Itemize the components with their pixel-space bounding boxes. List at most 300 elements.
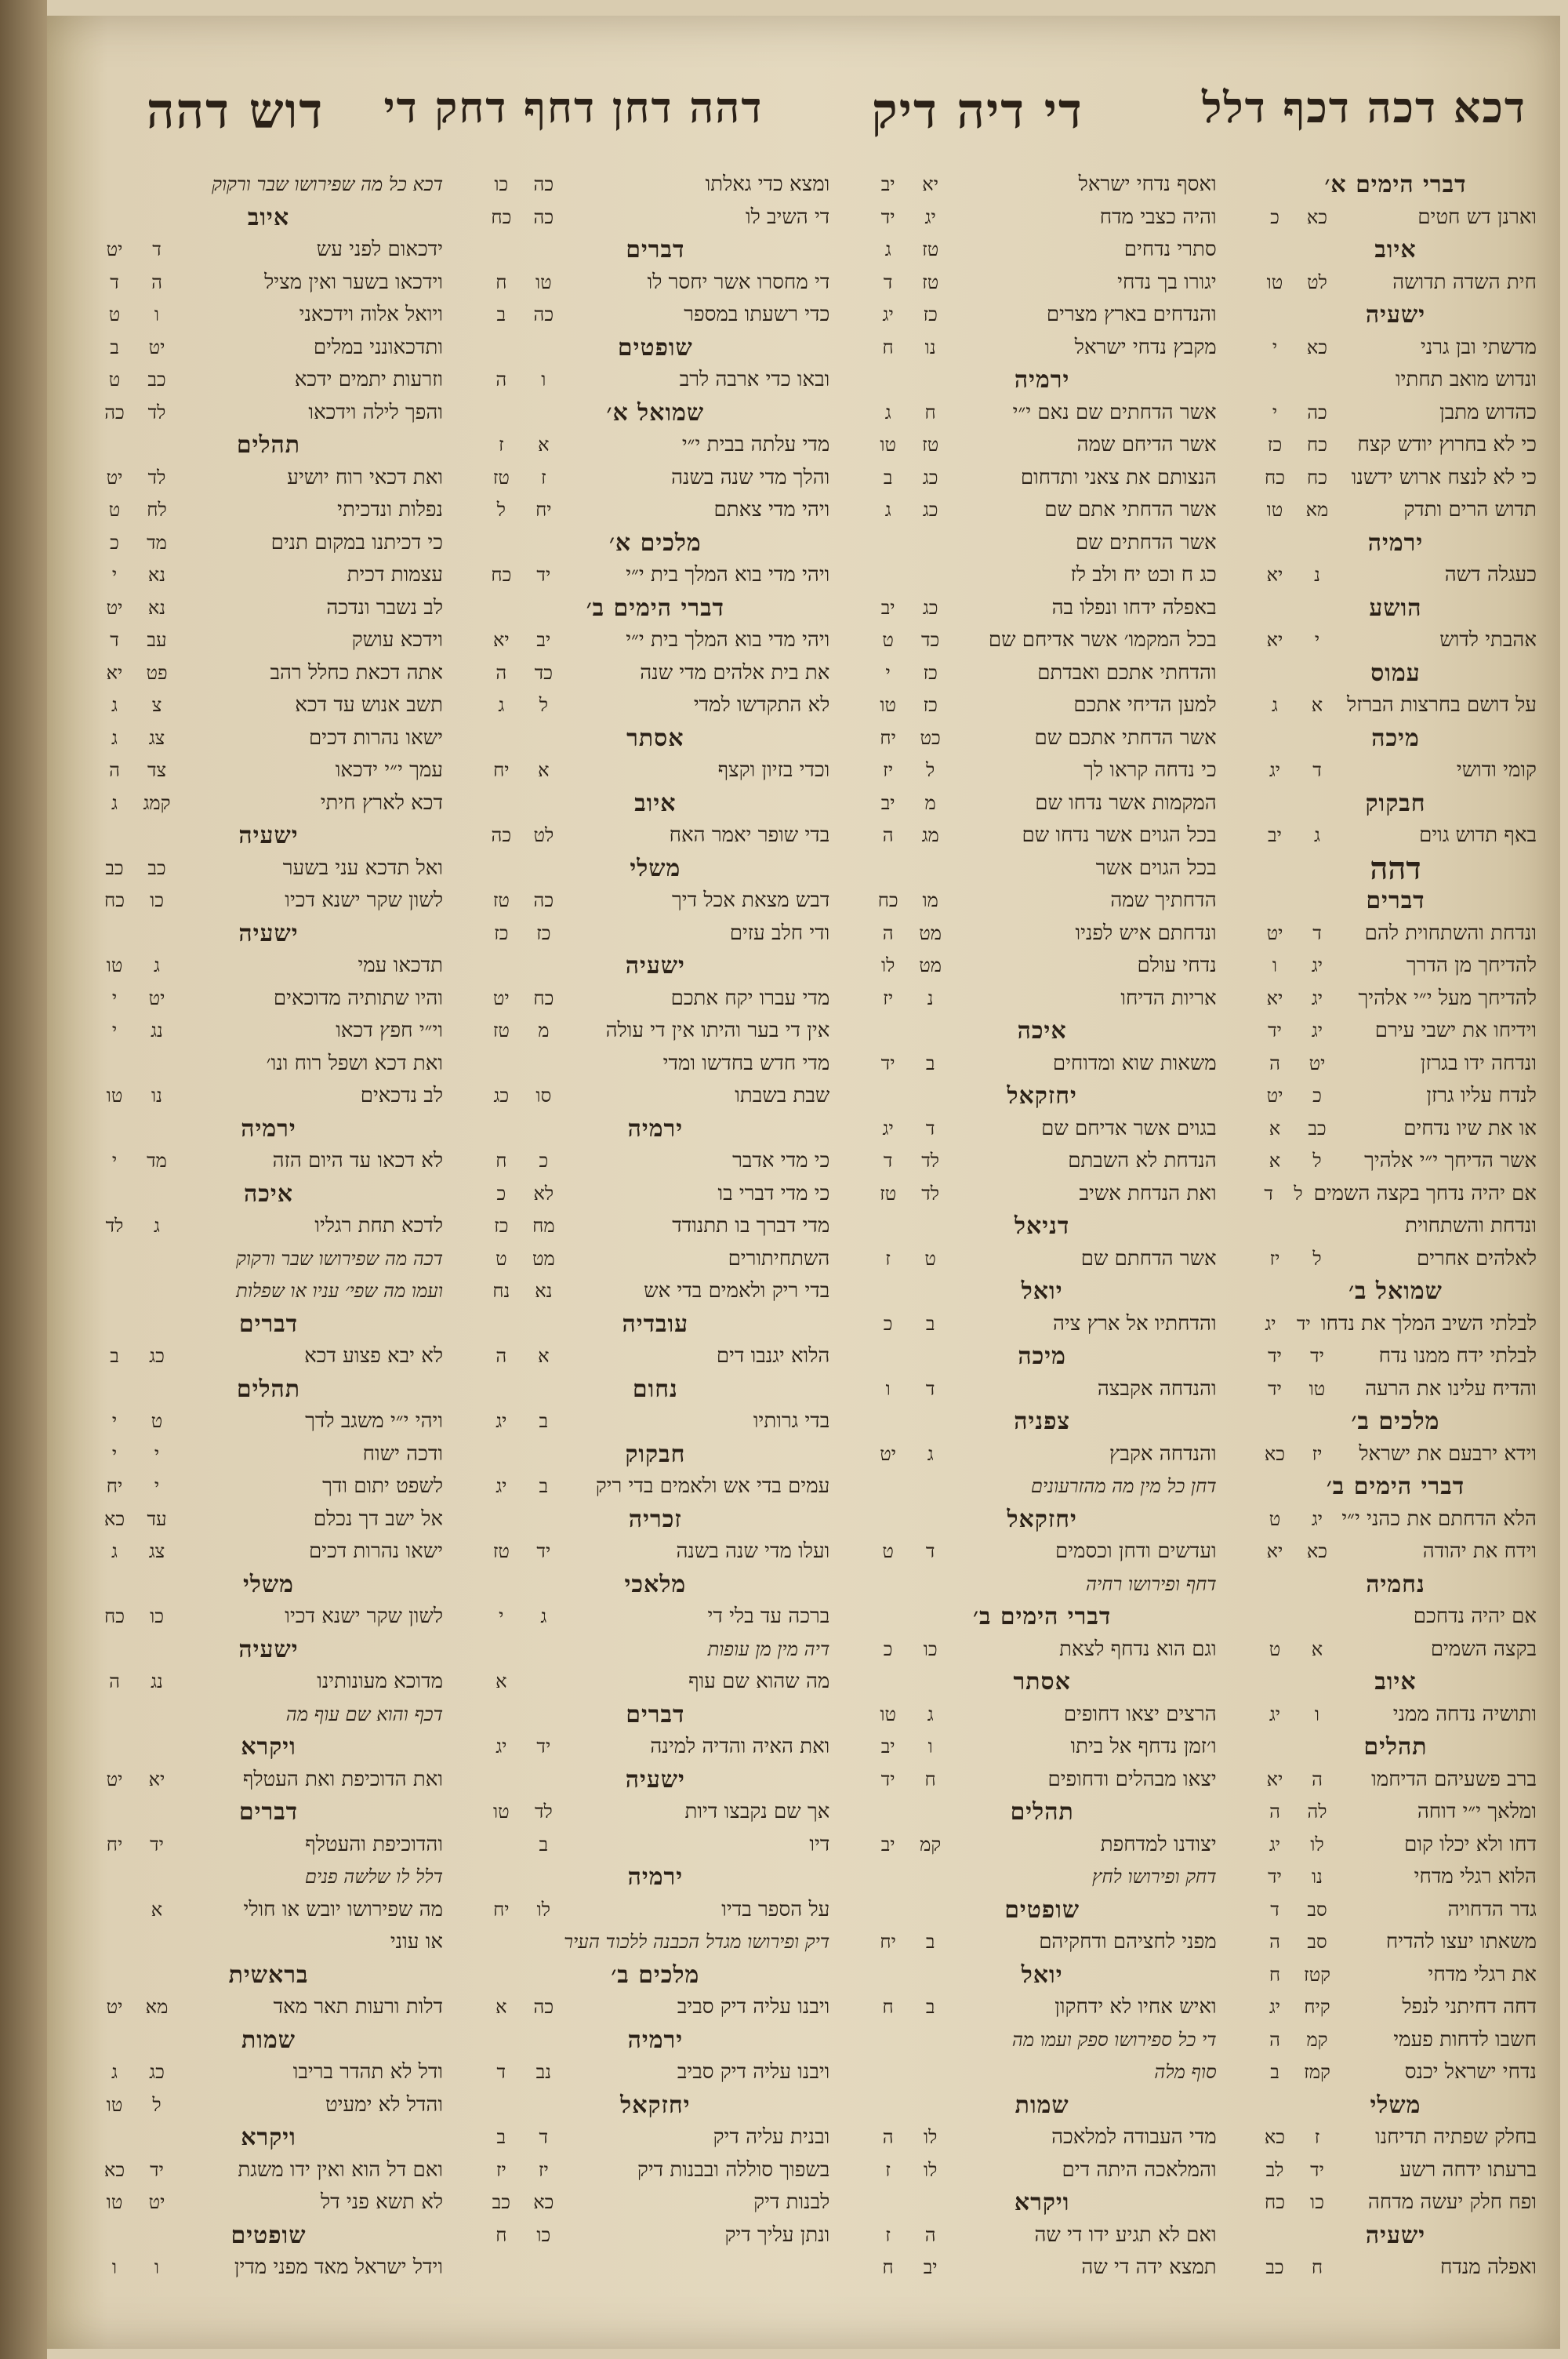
- chapter-number: כה: [533, 889, 554, 911]
- verse-entry: [94, 234, 443, 267]
- entry-text: והפך לילה וידכאו: [308, 400, 443, 424]
- verse-entry: [868, 1699, 1217, 1732]
- verse-entry: [481, 169, 829, 202]
- verse-number: א: [1269, 1150, 1281, 1172]
- book-heading: [481, 332, 829, 365]
- verse-entry: [1254, 1764, 1537, 1797]
- chapter-number: לד: [921, 1150, 940, 1172]
- chapter-number: ל: [1312, 1150, 1322, 1172]
- verse-entry: [481, 1210, 829, 1243]
- entry-text: מה שפירושו יובש או חולי: [243, 1897, 443, 1921]
- chapter-number: טז: [922, 434, 939, 456]
- verse-entry: [1254, 1503, 1537, 1536]
- book-heading: [481, 950, 829, 983]
- running-head: דכא דכה דכף דלל: [1202, 82, 1526, 133]
- chapter-number: כ: [1312, 1085, 1322, 1107]
- chapter-number: נו: [1312, 1866, 1323, 1888]
- entry-text: ודל לא תהדר בריבו: [292, 2060, 443, 2084]
- entry-text: מקבץ נדחי ישראל: [1074, 335, 1217, 359]
- verse-number: ט: [108, 369, 121, 391]
- verse-entry: [94, 1145, 443, 1178]
- book-heading: [481, 787, 829, 820]
- book-heading: [94, 2024, 443, 2057]
- verse-entry: [481, 429, 829, 462]
- verse-entry: [1254, 820, 1537, 852]
- verse-entry: [94, 1405, 443, 1438]
- entry-text: אשר הדיחם שמה: [1076, 433, 1217, 456]
- entry-text: כג ח וכט יח ולב לז: [1070, 563, 1217, 587]
- chapter-number: לו: [923, 2126, 938, 2148]
- verse-number: ה: [882, 921, 894, 944]
- book-heading: [1254, 787, 1537, 820]
- verse-number: כא: [103, 1507, 125, 1530]
- chapter-number: א: [538, 1345, 550, 1367]
- verse-number: כו: [494, 173, 509, 195]
- verse-entry: [481, 494, 829, 527]
- entry-text: והלך מדי שנה בשנה: [671, 465, 830, 489]
- entry-text: באפלה ידחו ונפלו בה: [1051, 595, 1217, 620]
- chapter-number: כג: [149, 1345, 165, 1367]
- verse-number: כ: [1270, 205, 1279, 228]
- verse-number: יג: [495, 1736, 507, 1757]
- book-heading: [868, 364, 1217, 397]
- entry-text: ויהי מדי בוא המלך בית י״י: [626, 628, 830, 652]
- chapter-number: ג: [927, 1703, 934, 1725]
- verse-number: יז: [883, 987, 894, 1009]
- chapter-number: כד: [534, 661, 553, 684]
- verse-entry: [1254, 950, 1537, 983]
- book-heading: [481, 2089, 829, 2122]
- entry-text: כי דכיתנו במקום תנים: [270, 530, 443, 554]
- chapter-number: ט: [151, 1410, 163, 1432]
- verse-entry: [1254, 462, 1537, 495]
- chapter-number: מד: [147, 1150, 167, 1172]
- book-heading: [868, 1666, 1217, 1699]
- verse-number: ג: [111, 2061, 118, 2083]
- chapter-number: לא: [533, 1182, 554, 1205]
- verse-number: ג: [498, 694, 505, 716]
- entry-text: לא יבא פצוע דכא: [304, 1344, 443, 1368]
- entry-text: תהלים: [236, 431, 301, 459]
- verse-entry: [868, 1926, 1217, 1959]
- book-heading: [94, 918, 443, 951]
- entry-text: תמצא ידה די שה: [1081, 2255, 1217, 2279]
- chapter-number: מו: [922, 889, 938, 911]
- verse-entry: [94, 1601, 443, 1634]
- entry-text: כי נדחה קראו לך: [1083, 758, 1217, 782]
- entry-text: דכף והוא שם עוף מה: [285, 1703, 443, 1725]
- verse-entry: [481, 1894, 829, 1927]
- verse-entry: [1254, 1308, 1537, 1341]
- verse-number: ג: [1272, 694, 1278, 716]
- verse-entry: [1254, 559, 1537, 592]
- verse-entry: [1254, 397, 1537, 430]
- verse-number: ט: [882, 629, 894, 651]
- verse-entry: [868, 429, 1217, 462]
- book-heading: [94, 1731, 443, 1764]
- entry-text: ישעיה: [238, 822, 299, 849]
- chapter-number: ב: [539, 1833, 549, 1856]
- entry-text: יואל: [1021, 1961, 1063, 1989]
- chapter-number: קטז: [1303, 1963, 1330, 1986]
- chapter-number: כא: [1306, 336, 1328, 358]
- entry-text: עצמות דכית: [347, 563, 443, 587]
- chapter-number: קמ: [1306, 2028, 1328, 2051]
- lemma-gloss: [94, 169, 443, 202]
- chapter-number: כב: [147, 369, 166, 391]
- entry-text: שופטים: [1004, 1896, 1080, 1924]
- entry-text: ויבנו עליה דיק סביב: [677, 1995, 830, 2019]
- entry-text: כהדוש מתבן: [1439, 400, 1537, 424]
- entry-text: בראשית: [228, 1961, 309, 1989]
- entry-text: יגורו בך נדחי: [1117, 270, 1217, 294]
- chapter-number: לו: [1310, 1833, 1324, 1856]
- book-heading: [1254, 169, 1537, 202]
- chapter-number: לט: [533, 824, 554, 846]
- entry-text: דברים: [238, 1798, 299, 1826]
- entry-text: אם יהיה נדחכם: [1413, 1605, 1537, 1628]
- verse-entry: [1254, 2024, 1537, 2057]
- entry-text: משלי: [630, 854, 681, 882]
- verse-number: טו: [106, 1085, 123, 1107]
- entry-text: חבקוק: [625, 1440, 686, 1468]
- entry-text: אשר הדיחך י״י אלהיך: [1364, 1149, 1537, 1172]
- book-heading: [868, 2186, 1217, 2219]
- verse-number: כז: [494, 921, 509, 944]
- entry-text: מיכה: [1018, 1343, 1066, 1370]
- chapter-number: כז: [923, 694, 938, 716]
- book-heading: [94, 1308, 443, 1341]
- entry-text: ירמיה: [627, 1114, 684, 1143]
- verse-number: כג: [493, 1085, 510, 1107]
- verse-entry: [1254, 1178, 1537, 1211]
- running-heads: [94, 82, 1537, 157]
- entry-text: ואת דכא ושפל רוח ונו׳: [266, 1051, 443, 1075]
- verse-entry: [481, 624, 829, 657]
- verse-entry: [868, 234, 1217, 267]
- chapter-number: יג: [1311, 1020, 1323, 1041]
- verse-entry: [94, 689, 443, 722]
- chapter-number: מט: [532, 1247, 555, 1270]
- verse-number: י: [885, 661, 891, 684]
- verse-entry: [94, 1829, 443, 1862]
- verse-entry: [1254, 1991, 1537, 2024]
- entry-text: המקמות אשר נדחו שם: [1035, 791, 1217, 815]
- entry-text: ונדוש מואב תחתיו: [1396, 368, 1537, 391]
- chapter-number: נ: [927, 987, 934, 1009]
- verse-entry: [481, 918, 829, 951]
- chapter-number: טז: [922, 271, 939, 293]
- verse-entry: [868, 1438, 1217, 1471]
- entry-text: באף תדוש גוים: [1419, 823, 1537, 847]
- verse-entry: [868, 754, 1217, 787]
- book-heading: [868, 1503, 1217, 1536]
- entry-text: ואת הדוכיפת ואת העטלף: [242, 1767, 443, 1791]
- verse-entry: [481, 1340, 829, 1373]
- entry-text: לבלתי השיב המלך את נדחו: [1320, 1311, 1537, 1336]
- chapter-number: יט: [1308, 1052, 1326, 1074]
- book-heading: [1254, 234, 1537, 267]
- verse-entry: [481, 1731, 829, 1764]
- entry-text: כי מדי דברי בו: [717, 1181, 830, 1205]
- verse-number: י: [111, 987, 118, 1009]
- chapter-number: ל: [1312, 1247, 1322, 1270]
- verse-number: כ: [883, 1637, 893, 1660]
- verse-entry: [1254, 689, 1537, 722]
- chapter-number: ל: [539, 694, 548, 716]
- chapter-number: ג: [154, 1215, 160, 1237]
- verse-entry: [94, 1438, 443, 1471]
- verse-number: י: [111, 1150, 118, 1172]
- chapter-number: כג: [922, 499, 938, 521]
- chapter-number: כז: [536, 921, 551, 944]
- chapter-number: א: [151, 1898, 163, 1921]
- entry-text: ונדחת והשתחוית: [1405, 1214, 1537, 1238]
- verse-number: ז: [885, 2223, 891, 2246]
- chapter-number: לד: [534, 1801, 553, 1823]
- entry-text: תהלים: [1010, 1798, 1074, 1826]
- entry-text: אריות הדיחו: [1120, 986, 1217, 1010]
- entry-text: לא התקדשו למדי: [693, 693, 830, 717]
- verse-entry: [94, 364, 443, 397]
- verse-entry: [94, 2252, 443, 2284]
- chapter-number: יד: [1310, 1345, 1324, 1367]
- verse-entry: [481, 1470, 829, 1503]
- verse-number: כח: [104, 1605, 125, 1627]
- verse-number: ו: [111, 2256, 118, 2278]
- verse-number: ז: [498, 434, 504, 456]
- verse-number: ג: [884, 238, 891, 260]
- verse-entry: [481, 1178, 829, 1211]
- entry-text: ויהי מדי צאתם: [713, 498, 830, 522]
- verse-entry: [868, 1731, 1217, 1764]
- verse-entry: [868, 202, 1217, 234]
- verse-entry: [868, 1991, 1217, 2024]
- entry-text: והנדחה אקבץ: [1109, 1441, 1217, 1466]
- entry-text: איכה: [1017, 1017, 1067, 1045]
- chapter-number: נו: [151, 1085, 162, 1107]
- verse-entry: [94, 1503, 443, 1536]
- entry-text: כי לא לנצח ארוש ידשנו: [1351, 465, 1537, 489]
- chapter-number: א: [1311, 694, 1323, 716]
- entry-text: מדוכא מעונותינו: [317, 1670, 443, 1693]
- chapter-number: לו: [923, 2158, 938, 2181]
- chapter-number: כג: [149, 2061, 165, 2083]
- verse-number: א: [495, 1996, 507, 2018]
- entry-text: דחף ופירושו רחיה: [1085, 1572, 1217, 1595]
- verse-number: כ: [110, 531, 119, 554]
- verse-number: יח: [880, 1931, 896, 1953]
- entry-text: עמוס: [1370, 659, 1421, 687]
- verse-number: יז: [495, 2158, 506, 2181]
- entry-text: תהלים: [1363, 1733, 1428, 1761]
- verse-number: כב: [105, 856, 124, 879]
- chapter-number: כה: [533, 1996, 554, 2018]
- verse-number: יט: [1266, 921, 1283, 944]
- entry-text: וידא ירבעם את ישראל: [1359, 1441, 1537, 1466]
- entry-text: חית השדה תדושה: [1392, 270, 1537, 294]
- verse-number: ה: [109, 759, 120, 781]
- book-heading: [481, 1568, 829, 1601]
- verse-number: ט: [495, 1247, 507, 1270]
- entry-text: ישעיה: [238, 919, 299, 947]
- entry-text: דברים: [238, 1310, 299, 1338]
- chapter-number: ג: [1314, 824, 1320, 846]
- entry-text: והדחתי אתכם ואבדתם: [1037, 660, 1217, 685]
- chapter-number: ד: [1312, 759, 1322, 781]
- chapter-number: כח: [533, 987, 554, 1009]
- chapter-number: טו: [1308, 1377, 1326, 1400]
- verse-number: כה: [491, 824, 512, 846]
- verse-entry: [868, 592, 1217, 625]
- verse-entry: [1254, 1829, 1537, 1862]
- chapter-number: כא: [533, 2191, 554, 2213]
- verse-entry: [94, 2089, 443, 2122]
- verse-entry: [1254, 2252, 1537, 2284]
- verse-number: טו: [106, 2191, 123, 2213]
- verse-number: יג: [1265, 1312, 1276, 1335]
- verse-entry: [1254, 1373, 1537, 1406]
- book-heading: [94, 429, 443, 462]
- entry-text: ויקרא: [241, 1733, 296, 1761]
- entry-text: ודכה ישוח: [362, 1441, 443, 1466]
- verse-entry: [481, 1080, 829, 1113]
- verse-number: כז: [494, 1215, 509, 1237]
- chapter-number: ד: [925, 1377, 935, 1400]
- book-heading: [1254, 1666, 1537, 1699]
- entry-text: ועדשים ודחן וכסמים: [1055, 1539, 1217, 1563]
- entry-text: נחמיה: [1366, 1570, 1425, 1598]
- chapter-number: כ: [539, 1150, 549, 1172]
- verse-entry: [868, 1764, 1217, 1797]
- verse-entry: [481, 1405, 829, 1438]
- book-heading: [94, 1568, 443, 1601]
- verse-entry: [94, 1991, 443, 2024]
- verse-entry: [868, 462, 1217, 495]
- lemma-gloss: [94, 1699, 443, 1732]
- chapter-number: ד: [925, 1540, 935, 1562]
- verse-entry: [868, 1243, 1217, 1276]
- book-heading: [481, 592, 829, 625]
- chapter-number: כז: [923, 661, 938, 684]
- chapter-number: יד: [1296, 1312, 1311, 1335]
- verse-number: יא: [1266, 564, 1283, 586]
- verse-number: יא: [1266, 1768, 1283, 1790]
- verse-entry: [1254, 1210, 1537, 1243]
- entry-text: אין די בער והיתו אין די עולה: [605, 1019, 830, 1042]
- verse-entry: [1254, 1861, 1537, 1894]
- entry-text: וידח את יהודה: [1422, 1539, 1537, 1563]
- book-heading: [94, 1796, 443, 1829]
- column: [1254, 169, 1537, 2335]
- verse-entry: [1254, 1243, 1537, 1276]
- verse-entry: [94, 1210, 443, 1243]
- entry-text: לב נשבר ונדכה: [326, 595, 443, 620]
- chapter-number: קיח: [1304, 1996, 1330, 2018]
- lemma-gloss: [868, 2024, 1217, 2057]
- verse-entry: [868, 1178, 1217, 1211]
- entry-text: עובדיה: [622, 1310, 689, 1338]
- entry-text: נדחי עולם: [1137, 954, 1217, 977]
- book-heading: [1254, 657, 1537, 690]
- entry-text: ויהי י״י משגב לדך: [305, 1409, 443, 1433]
- concordance-columns: [94, 169, 1537, 2335]
- chapter-number: מג: [921, 824, 939, 846]
- verse-number: יב: [880, 596, 895, 619]
- chapter-number: מא: [1305, 499, 1329, 521]
- chapter-number: ג: [540, 1605, 547, 1627]
- verse-entry: [1254, 2154, 1537, 2187]
- chapter-number: פט: [146, 661, 168, 684]
- entry-text: מדשתי ובן גרני: [1421, 335, 1537, 359]
- verse-number: יח: [880, 726, 896, 749]
- verse-entry: [1254, 1080, 1537, 1113]
- verse-number: טו: [1266, 499, 1283, 521]
- chapter-number: י: [1314, 629, 1320, 651]
- verse-number: ד: [110, 271, 119, 293]
- book-heading: [1254, 592, 1537, 625]
- entry-text: שמות: [1014, 2091, 1069, 2119]
- verse-entry: [94, 1015, 443, 1048]
- entry-text: אשר הדחתי אתכם שם: [1034, 725, 1217, 750]
- chapter-number: ח: [924, 1768, 936, 1790]
- verse-number: טז: [492, 466, 510, 489]
- chapter-number: יד: [536, 1540, 551, 1562]
- chapter-number: נו: [924, 336, 936, 358]
- chapter-number: ג: [154, 954, 160, 976]
- verse-number: טו: [106, 2093, 123, 2116]
- chapter-number: קמג: [143, 791, 171, 814]
- entry-text: והדל לא ימעיט: [325, 2092, 443, 2117]
- verse-number: ט: [1269, 1507, 1281, 1530]
- entry-text: מדי עברו יקח אתכם: [670, 986, 830, 1010]
- chapter-number: ו: [1314, 1703, 1320, 1725]
- entry-text: ובאו כדי ארבה לרב: [679, 368, 830, 391]
- chapter-number: יא: [148, 1768, 165, 1790]
- verse-number: ב: [883, 466, 893, 489]
- verse-number: נח: [492, 1280, 510, 1302]
- entry-text: ישעיה: [625, 1765, 685, 1794]
- entry-text: אתה דכאת כחלל רהב: [270, 660, 443, 685]
- entry-text: שופטים: [617, 333, 693, 362]
- verse-entry: [481, 1145, 829, 1178]
- verse-number: ד: [1264, 1182, 1273, 1205]
- verse-entry: [94, 527, 443, 560]
- verse-number: יג: [495, 1475, 507, 1497]
- entry-text: לאלהים אחרים: [1416, 1246, 1537, 1270]
- verse-number: טז: [492, 1540, 510, 1562]
- entry-text: ומלאך י״י דוחה: [1417, 1800, 1537, 1823]
- chapter-number: ב: [539, 1410, 549, 1432]
- verse-entry: [481, 1666, 829, 1699]
- chapter-number: יז: [1312, 1442, 1323, 1465]
- verse-entry: [1254, 429, 1537, 462]
- entry-text: כדי רשעתו במספר: [684, 303, 830, 326]
- verse-number: ח: [882, 1996, 894, 2018]
- verse-number: כא: [1264, 1442, 1286, 1465]
- chapter-number: מ: [924, 791, 936, 814]
- entry-text: לשון שקר ישנא דכיו: [285, 889, 443, 912]
- chapter-number: מד: [147, 531, 167, 554]
- chapter-number: יד: [536, 1736, 551, 1757]
- verse-number: ד: [883, 1150, 893, 1172]
- verse-number: טז: [492, 889, 510, 911]
- chapter-number: כא: [1306, 205, 1328, 228]
- entry-text: ו׳זמן נדחף אל ביתו: [1070, 1735, 1217, 1758]
- verse-number: ו: [1272, 954, 1278, 976]
- book-heading: [94, 820, 443, 852]
- chapter-number: ב: [925, 1312, 935, 1335]
